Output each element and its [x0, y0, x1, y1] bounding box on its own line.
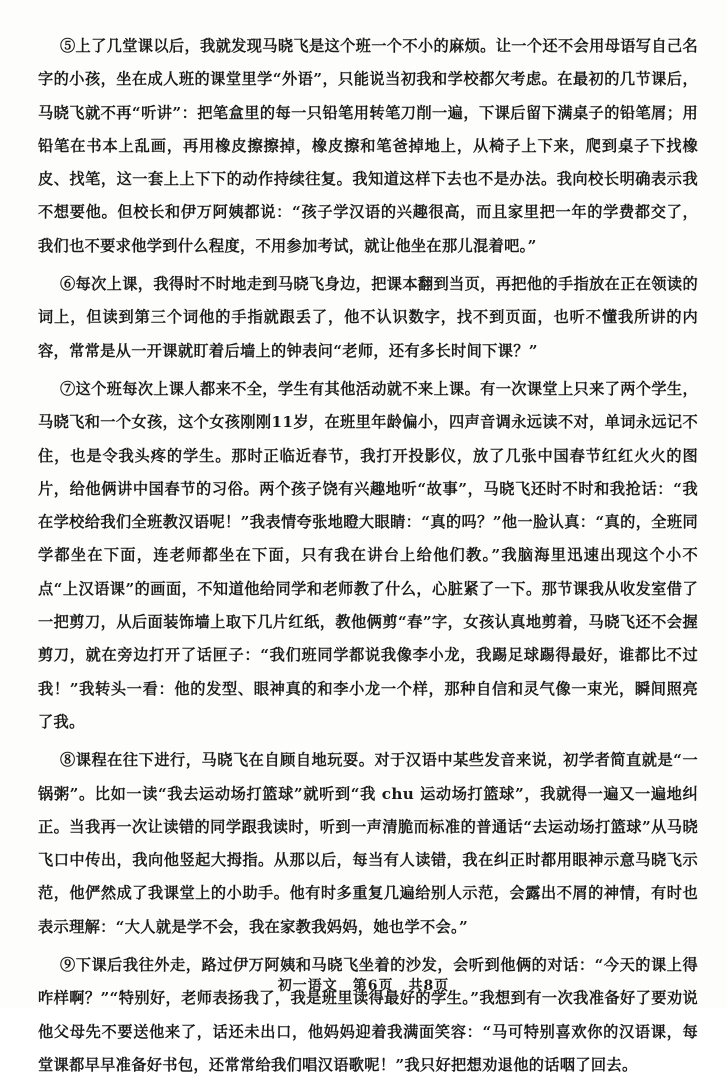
paragraph-8: ⑧课程在往下进行，马晓飞在自顾自地玩耍。对于汉语中某些发音来说，初学者简直就是“一锅粥”。比如一读“我去运动场打篮球”就听到“我 chu 运动场打篮球”，我就得一遍又一遍地纠正。当我再一次让读错的同学跟我读时，听到一声清脆而标准的普通话“去运动场打篮球”从马晓飞口中传出，我向他竖起大拇指。从那以后，每当有人读错，我在纠正时都用眼神示意马晓飞示范，他俨然成了我课堂上的小助手。他有时多重复几遍给别人示范，会露出不屑的神情，有时也表示理解：“大人就是学不会，我在家教我妈妈，她也学不会。”	[38, 751, 698, 936]
paragraph-7: ⑦这个班每次上课人都来不全，学生有其他活动就不来上课。有一次课堂上只来了两个学生，马晓飞和一个女孩，这个女孩刚刚11岁，在班里年龄偏小，四声音调永远读不对，单词永远记不住，也是令我头疼的学生。那时正临近春节，我打开投影仪，放了几张中国春节红红火火的图片，给他俩讲中国春节的习俗。两个孩子饶有兴趣地听“故事”，马晓飞还时不时和我抢话：“我在学校给我们全班教汉语呢！”我表情夸张地瞪大眼睛：“真的吗？”他一脸认真：“真的，全班同学都坐在下面，连老师都坐在下面，只有我在讲台上给他们教。”我脑海里迅速出现这个小不点“上汉语课”的画面，不知道他给同学和老师教了什么，心脏紧了一下。那节课我从收发室借了一把剪刀，从后面装饰墙上取下几片红纸，教他俩剪“春”字，女孩认真地剪着，马晓飞还不会握剪刀，就在旁边打开了话匣子：“我们班同学都说我像李小龙，我踢足球踢得最好，谁都比不过我！”我转头一看：他的发型、眼神真的和李小龙一个样，那种自信和灵气像一束光，瞬间照亮了我。	[38, 379, 698, 731]
page-footer: 初一语文 第6页 共8页	[277, 978, 450, 994]
paragraph-5: ⑤上了几堂课以后，我就发现马晓飞是这个班一个不小的麻烦。让一个还不会用母语写自己名字的小孩，坐在成人班的课堂里学“外语”，只能说当初我和学校都欠考虑。在最初的几节课后，马晓飞就不再“听讲”：把笔盒里的每一只铅笔用转笔刀削一遍，下课后留下满桌子的铅笔屑；用铅笔在书本上乱画，再用橡皮擦擦掉，橡皮擦和笔爸掉地上，从椅子上下来，爬到桌子下找橡皮、找笔，这一套上上下下的动作持续往复。我知道这样下去也不是办法。我向校长明确表示我不想要他。但校长和伊万阿姨都说：“孩子学汉语的兴趣很高，而且家里把一年的学费都交了，我们也不要求他学到什么程度，不用参加考试，就让他坐在那儿混着吧。”	[38, 37, 698, 255]
paragraph-6: ⑥每次上课，我得时不时地走到马晓飞身边，把课本翻到当页，再把他的手指放在正在领读的词上，但读到第三个词他的手指就跟丢了，他不认识数字，找不到页面，也听不懂我所讲的内容，常常是从一开课就盯着后墙上的钟表问“老师，还有多长时间下课？”	[38, 275, 698, 360]
paragraph-9: ⑨下课后我往外走，路过伊万阿姨和马晓飞坐着的沙发，会听到他俩的对话：“今天的课上得咋样啊？”“特别好，老师表扬我了，我是班里读得最好的学生。”我想到有一次我准备好了要劝说他父母先不要送他来了，话还未出口，他妈妈迎着我满面笑容：“马可特别喜欢你的汉语课，每堂课都早早准备好书包，还常常给我们唱汉语歌呢！”我只好把想劝退他的话咽了回去。	[38, 956, 698, 1074]
reading-passage	[38, 30, 698, 1087]
